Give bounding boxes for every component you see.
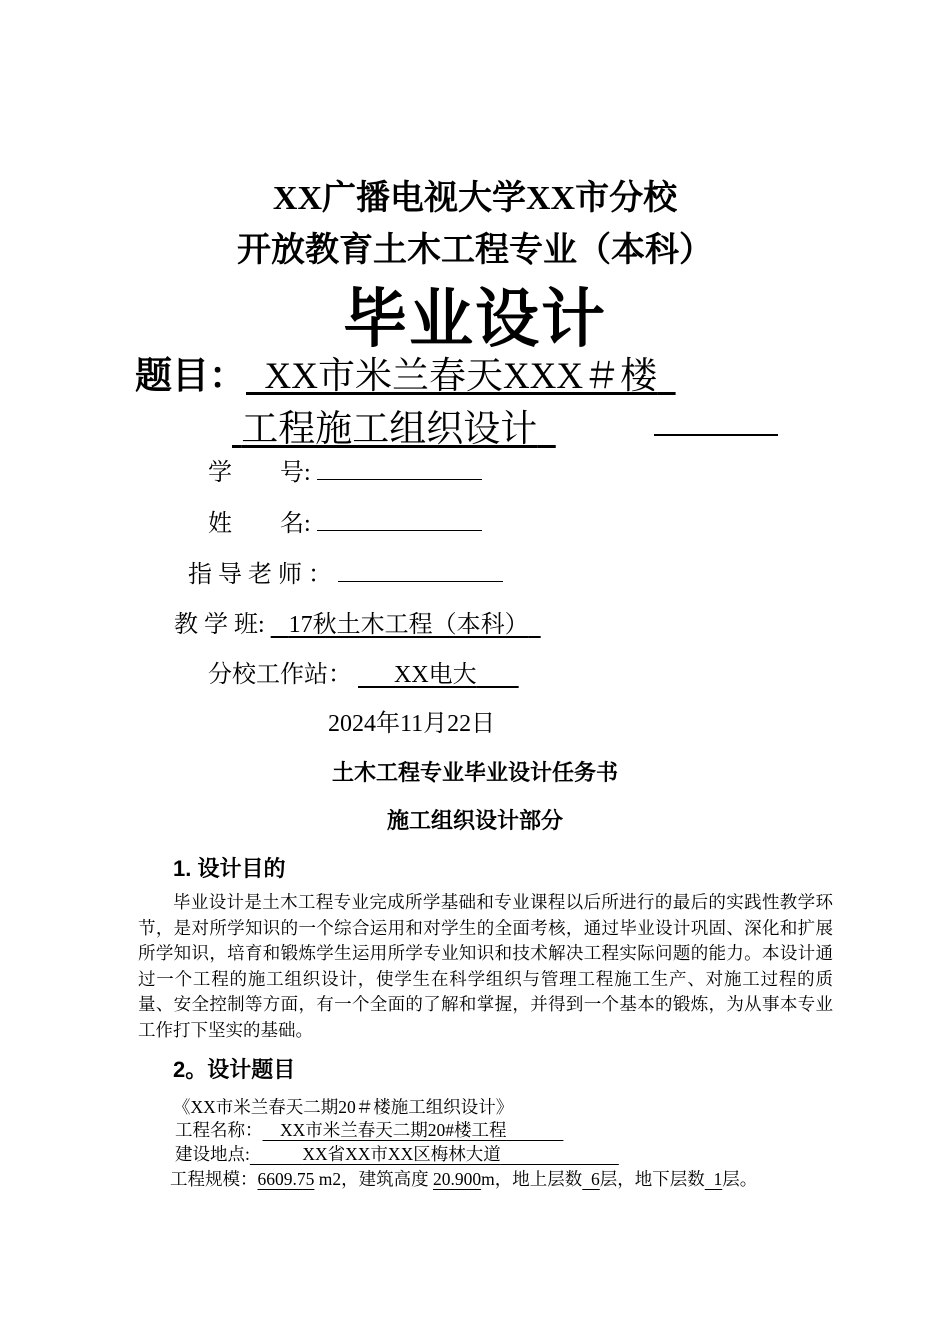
section-1-body: 毕业设计是土木工程专业完成所学基础和专业课程以后所进行的最后的实践性教学环节，是对所学知识的一个综合运用和对学生的全面考核，通过毕业设计巩固、深化和扩展所学知识，培育和锻炼学生运用所学专业知识和技术解决工程实际问题的能力。本设计通过一个工程的施工组织设计，使学生在科学组织与管理工程施工生产、对施工过程的质量、安全控制等方面，有一个全面的了解和掌握，并得到一个基本的锻炼，为从事本专业工作打下坚实的基础。 bbox=[138, 892, 833, 1040]
site-row bbox=[175, 1141, 619, 1166]
scale-area: 6609.75 bbox=[257, 1169, 315, 1189]
station-field bbox=[208, 654, 519, 689]
scale-height: 20.900 bbox=[433, 1169, 482, 1189]
class-field bbox=[174, 604, 541, 639]
site-value: XX省XX市XX区梅林大道 bbox=[302, 1144, 501, 1164]
school-title: XX广播电视大学XX市分校 bbox=[272, 180, 678, 217]
student-id-blank bbox=[317, 479, 482, 480]
advisor-blank bbox=[338, 581, 503, 582]
student-id-label: 学 号: bbox=[208, 460, 311, 486]
topic-value-line-2: 工程施工组织设计 bbox=[241, 409, 538, 450]
project-name-row bbox=[175, 1117, 563, 1142]
topic-line-1 bbox=[135, 345, 676, 399]
name-field bbox=[208, 503, 482, 538]
scale-height-unit: m，地上层数 bbox=[481, 1169, 583, 1189]
section-1-heading: 1. 设计目的 bbox=[173, 856, 286, 881]
student-id-field bbox=[208, 452, 482, 487]
station-label: 分校工作站： bbox=[208, 662, 352, 688]
topic-value-line-1: XX市米兰春天XXX＃楼 bbox=[264, 356, 658, 397]
topic-extra-underline bbox=[654, 434, 778, 436]
scale-floors-below-unit: 层。 bbox=[722, 1169, 758, 1189]
advisor-label: 指 导 老 师 ： bbox=[188, 562, 332, 588]
topic-line-2 bbox=[232, 398, 556, 452]
scale-area-unit: m2，建筑高度 bbox=[314, 1169, 433, 1189]
advisor-field bbox=[188, 554, 503, 589]
class-label: 教 学 班: bbox=[174, 612, 265, 638]
scale-floors-below: 1 bbox=[713, 1169, 723, 1189]
class-value: 17秋土木工程（本科） bbox=[288, 612, 529, 638]
name-blank bbox=[317, 530, 482, 531]
topic-label: 题目： bbox=[135, 356, 246, 397]
scale-floors-above: 6 bbox=[591, 1169, 600, 1189]
task-book-title: 土木工程专业毕业设计任务书 bbox=[331, 760, 618, 785]
project-name-label: 工程名称： bbox=[175, 1120, 263, 1140]
scale-floors-above-unit: 层，地下层数 bbox=[599, 1169, 705, 1189]
project-title: 《XX市米兰春天二期20＃楼施工组织设计》 bbox=[173, 1097, 514, 1117]
site-label: 建设地点: bbox=[175, 1144, 250, 1164]
program-title: 开放教育土木工程专业（本科） bbox=[237, 232, 713, 269]
scale-label: 工程规模： bbox=[170, 1169, 258, 1189]
cover-date: 2024年11月22日 bbox=[328, 711, 496, 737]
name-label: 姓 名: bbox=[208, 511, 311, 537]
project-name-value: XX市米兰春天二期20#楼工程 bbox=[280, 1120, 507, 1140]
task-book-subtitle: 施工组织设计部分 bbox=[386, 808, 563, 833]
scale-row bbox=[170, 1166, 757, 1191]
section-2-heading: 2。设计题目 bbox=[173, 1057, 296, 1082]
station-value: XX电大 bbox=[394, 662, 477, 688]
document-type-title: 毕业设计 bbox=[343, 284, 607, 355]
